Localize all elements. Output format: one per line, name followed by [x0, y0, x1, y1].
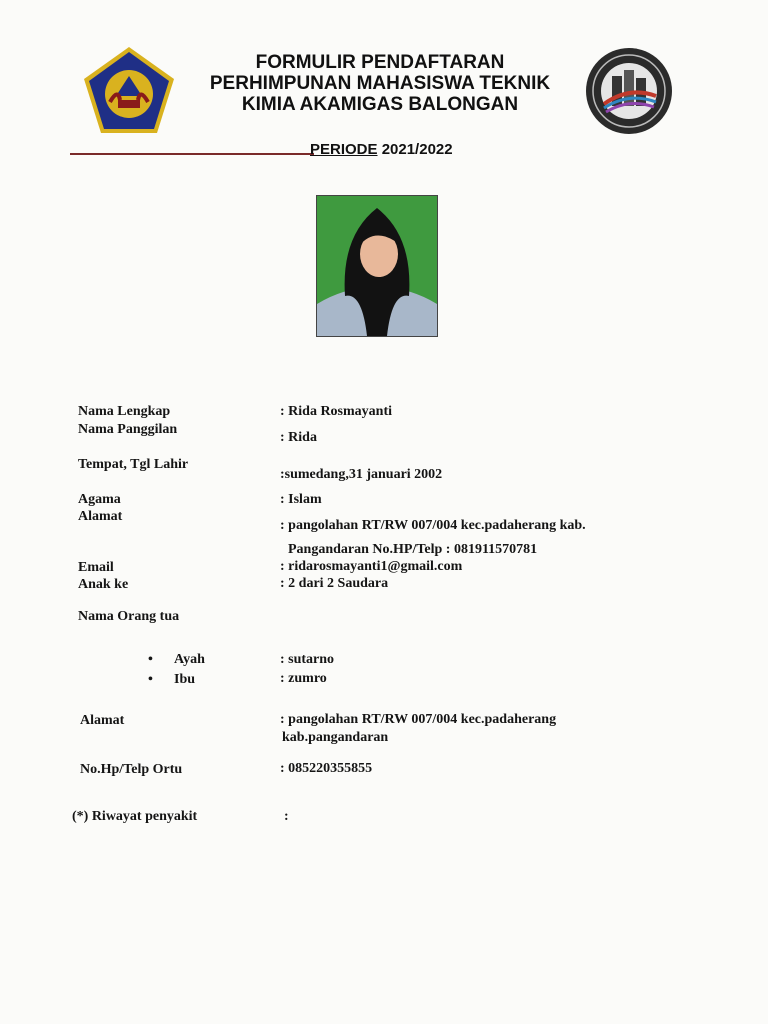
nama-panggilan-value: : Rida — [280, 430, 317, 445]
hp-ortu-label: No.Hp/Telp Ortu — [80, 762, 183, 777]
akamigas-balongan-logo — [80, 44, 178, 136]
agama-value: : Islam — [280, 492, 322, 507]
email-value: : ridarosmayanti1@gmail.com — [280, 559, 463, 574]
periode-word: PERIODE — [310, 141, 378, 158]
header-divider — [70, 153, 314, 155]
hp-ortu-value: : 085220355855 — [280, 761, 373, 776]
bullet-icon: • — [148, 672, 153, 687]
periode-label — [310, 141, 453, 158]
title-line-2: PERHIMPUNAN MAHASISWA TEKNIK — [209, 73, 551, 94]
agama-label: Agama — [78, 492, 121, 507]
riwayat-penyakit-value: : — [284, 809, 289, 824]
tempat-tgl-lahir-value: :sumedang,31 januari 2002 — [280, 467, 443, 482]
ayah-value: : sutarno — [280, 652, 335, 667]
bullet-icon: • — [148, 652, 153, 667]
alamat-value-line2: Pangandaran No.HP/Telp : 081911570781 — [288, 542, 538, 557]
ibu-label: Ibu — [174, 672, 196, 687]
title-line-1: FORMULIR PENDAFTARAN — [255, 52, 505, 73]
tempat-tgl-lahir-label: Tempat, Tgl Lahir — [78, 457, 189, 472]
alamat-ortu-value-line2: kab.pangandaran — [282, 730, 389, 745]
alamat-label: Alamat — [78, 509, 123, 524]
alamat-value-line1: : pangolahan RT/RW 007/004 kec.padaherang kab. — [280, 518, 586, 533]
alamat-ortu-value-line1: : pangolahan RT/RW 007/004 kec.padaherang — [280, 712, 557, 727]
nama-orang-tua-label: Nama Orang tua — [78, 609, 180, 624]
anak-ke-label: Anak ke — [78, 577, 129, 592]
alamat-ortu-label: Alamat — [80, 713, 125, 728]
ayah-label: Ayah — [174, 652, 205, 667]
form-title — [190, 52, 570, 115]
organization-seal-logo — [584, 46, 674, 136]
nama-lengkap-label: Nama Lengkap — [78, 404, 171, 419]
nama-panggilan-label: Nama Panggilan — [78, 422, 178, 437]
applicant-photo — [316, 195, 438, 337]
email-label: Email — [78, 560, 114, 575]
title-line-3: KIMIA AKAMIGAS BALONGAN — [241, 94, 519, 115]
periode-year: 2021/2022 — [381, 141, 453, 158]
ibu-value: : zumro — [280, 671, 327, 686]
nama-lengkap-value: : Rida Rosmayanti — [280, 404, 393, 419]
riwayat-penyakit-label: (*) Riwayat penyakit — [72, 809, 198, 824]
anak-ke-value: : 2 dari 2 Saudara — [280, 576, 389, 591]
